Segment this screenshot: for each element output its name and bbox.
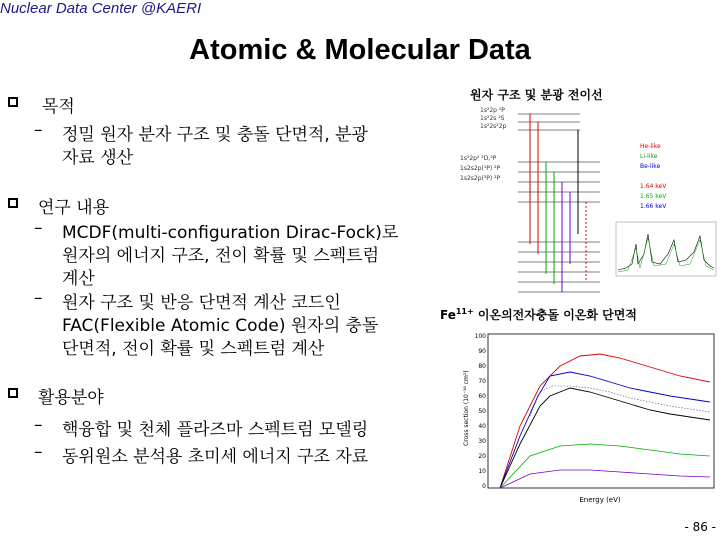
section-heading: 활용분야 xyxy=(38,388,104,408)
figure2-title-rest: 이온의전자충돌 이온화 단면적 xyxy=(473,308,637,322)
figure1-title: 원자 구조 및 분광 전이선 xyxy=(470,88,603,102)
bullet-text: FAC(Flexible Atomic Code) 원자의 충돌 xyxy=(62,316,379,336)
header-text: Nuclear Data Center @KAERI xyxy=(0,0,202,17)
xlabel: Energy (eV) xyxy=(579,496,621,504)
bullet-square-icon xyxy=(8,198,18,208)
bullet-text: 정밀 원자 분자 구조 및 충돌 단면적, 분광 xyxy=(62,125,368,145)
section-heading: 목적 xyxy=(42,97,75,117)
ytick-label: 40 xyxy=(478,423,486,430)
ytick-label: 60 xyxy=(478,393,486,400)
ytick-label: 20 xyxy=(478,453,486,460)
level-label: 1s²2s²2p xyxy=(480,123,507,130)
bullet-text: 자료 생산 xyxy=(62,148,134,168)
page-number: - 86 - xyxy=(684,520,716,534)
figure2-title-sup: 11+ xyxy=(455,307,474,316)
bullet-text: 원자의 에너지 구조, 전이 확률 및 스펙트럼 xyxy=(62,246,380,266)
ytick-label: 90 xyxy=(478,348,486,355)
cross-section-plot xyxy=(460,326,720,506)
figure2-title-prefix: Fe xyxy=(440,308,456,322)
level-label: 1s²2p ²P xyxy=(480,107,505,114)
ytick-label: 30 xyxy=(478,438,486,445)
level-label: 1s²2s ²S xyxy=(480,115,505,122)
bullet-square-icon xyxy=(8,97,18,107)
ytick-label: 100 xyxy=(474,333,486,340)
legend-label: 1.64 keV xyxy=(640,183,667,190)
dash-icon: – xyxy=(34,415,43,435)
ytick-label: 70 xyxy=(478,378,486,385)
bullet-text: MCDF(multi-configuration Dirac-Fock)로 xyxy=(62,223,399,243)
page-title: Atomic & Molecular Data xyxy=(189,34,531,66)
dash-icon: – xyxy=(34,442,43,462)
ytick-label: 10 xyxy=(478,468,486,475)
bullet-text: 핵융합 및 천체 플라즈마 스펙트럼 모델링 xyxy=(62,420,369,440)
legend-label: He-like xyxy=(640,143,661,150)
bullet-text: 단면적, 전이 확률 및 스펙트럼 계산 xyxy=(62,339,325,359)
ytick-label: 80 xyxy=(478,363,486,370)
level-diagram xyxy=(440,104,720,304)
dash-icon: – xyxy=(34,120,43,140)
legend-label: Li-like xyxy=(640,153,658,160)
bullet-square-icon xyxy=(8,388,18,398)
ytick-label: 0 xyxy=(482,483,486,490)
legend-label: 1.66 keV xyxy=(640,203,667,210)
ytick-label: 50 xyxy=(478,408,486,415)
legend-label: Be-like xyxy=(640,163,661,170)
bullet-text: 원자 구조 및 반응 단면적 계산 코드인 xyxy=(62,293,341,313)
dash-icon: – xyxy=(34,288,43,308)
figure2-title xyxy=(440,306,637,323)
legend-label: 1.65 keV xyxy=(640,193,667,200)
bullet-text: 동위원소 분석용 초미세 에너지 구조 자료 xyxy=(62,447,369,467)
section-heading: 연구 내용 xyxy=(38,198,110,218)
dash-icon: – xyxy=(34,218,43,238)
level-label: 1s2s2p(¹P) ²P xyxy=(460,165,501,172)
ylabel: Cross section (10⁻¹⁸ cm²) xyxy=(463,370,470,446)
level-label: 1s2s2p(³P) ²P xyxy=(460,175,501,182)
level-label: 1s²2p² ²D,²P xyxy=(460,155,497,162)
bullet-text: 계산 xyxy=(62,269,95,289)
